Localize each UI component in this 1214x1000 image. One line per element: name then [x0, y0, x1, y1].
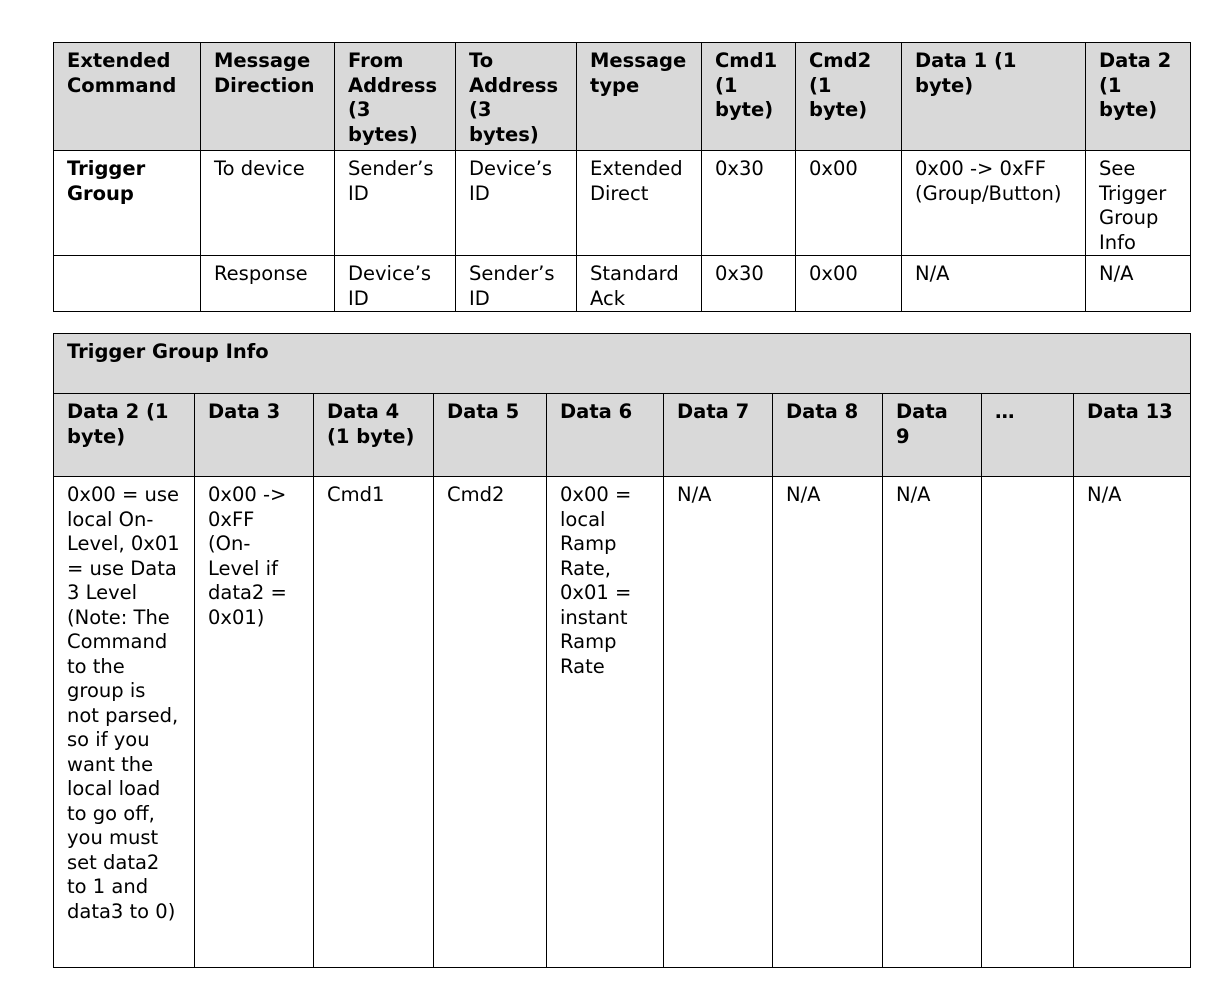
table-cell: 0x00 -> 0xFF (On-Level if data2 = 0x01) — [195, 477, 314, 968]
table-cell: 0x00 = local Ramp Rate, 0x01 = instant Ramp Rate — [547, 477, 664, 968]
column-header: Data 3 — [195, 394, 314, 477]
column-header: Data 13 — [1074, 394, 1191, 477]
column-header: Data 6 — [547, 394, 664, 477]
table-cell: Response — [201, 256, 335, 312]
table-cell: Sender’s ID — [335, 151, 456, 256]
table-cell: 0x30 — [702, 151, 796, 256]
table-cell: See Trigger Group Info — [1086, 151, 1191, 256]
table-cell: N/A — [1074, 477, 1191, 968]
table-cell — [54, 256, 201, 312]
column-header: Data 1 (1 byte) — [902, 43, 1086, 151]
table-cell: N/A — [1086, 256, 1191, 312]
table-cell: Standard Ack — [577, 256, 702, 312]
trigger-group-info-table — [53, 333, 1191, 968]
column-header: Data 5 — [434, 394, 547, 477]
column-header: … — [982, 394, 1074, 477]
table-row — [54, 477, 1191, 968]
column-header: Data 4 (1 byte) — [314, 394, 434, 477]
column-header: Message Direction — [201, 43, 335, 151]
table-title-row — [54, 334, 1191, 394]
table-cell: Trigger Group — [54, 151, 201, 256]
column-header: Data 9 — [883, 394, 982, 477]
table-cell: 0x00 -> 0xFF (Group/Button) — [902, 151, 1086, 256]
table-header-row — [54, 394, 1191, 477]
column-header: From Address (3 bytes) — [335, 43, 456, 151]
table-title: Trigger Group Info — [54, 334, 1191, 394]
table-cell: N/A — [664, 477, 773, 968]
table-cell: Device’s ID — [335, 256, 456, 312]
table-cell: Device’s ID — [456, 151, 577, 256]
table-cell: To device — [201, 151, 335, 256]
column-header: Message type — [577, 43, 702, 151]
table-cell: Cmd1 — [314, 477, 434, 968]
table-cell: N/A — [902, 256, 1086, 312]
table-row — [54, 256, 1191, 312]
column-header: To Address (3 bytes) — [456, 43, 577, 151]
table-cell: Extended Direct — [577, 151, 702, 256]
column-header: Extended Command — [54, 43, 201, 151]
table-cell: N/A — [883, 477, 982, 968]
table-cell: 0x00 — [796, 151, 902, 256]
column-header: Cmd1 (1 byte) — [702, 43, 796, 151]
column-header: Data 2 (1 byte) — [1086, 43, 1191, 151]
table-cell: Cmd2 — [434, 477, 547, 968]
column-header: Data 7 — [664, 394, 773, 477]
extended-command-table — [53, 42, 1191, 312]
table-cell: N/A — [773, 477, 883, 968]
table-cell: 0x00 = use local On-Level, 0x01 = use Data 3 Level (Note: The Command to the group is not parsed, so if you want the local load to go off, you must set data2 to 1 and data3 to 0) — [54, 477, 195, 968]
table-cell: Sender’s ID — [456, 256, 577, 312]
column-header: Cmd2 (1 byte) — [796, 43, 902, 151]
column-header: Data 8 — [773, 394, 883, 477]
table-cell: 0x30 — [702, 256, 796, 312]
table-cell: 0x00 — [796, 256, 902, 312]
column-header: Data 2 (1 byte) — [54, 394, 195, 477]
table-cell — [982, 477, 1074, 968]
table-header-row — [54, 43, 1191, 151]
table-row — [54, 151, 1191, 256]
